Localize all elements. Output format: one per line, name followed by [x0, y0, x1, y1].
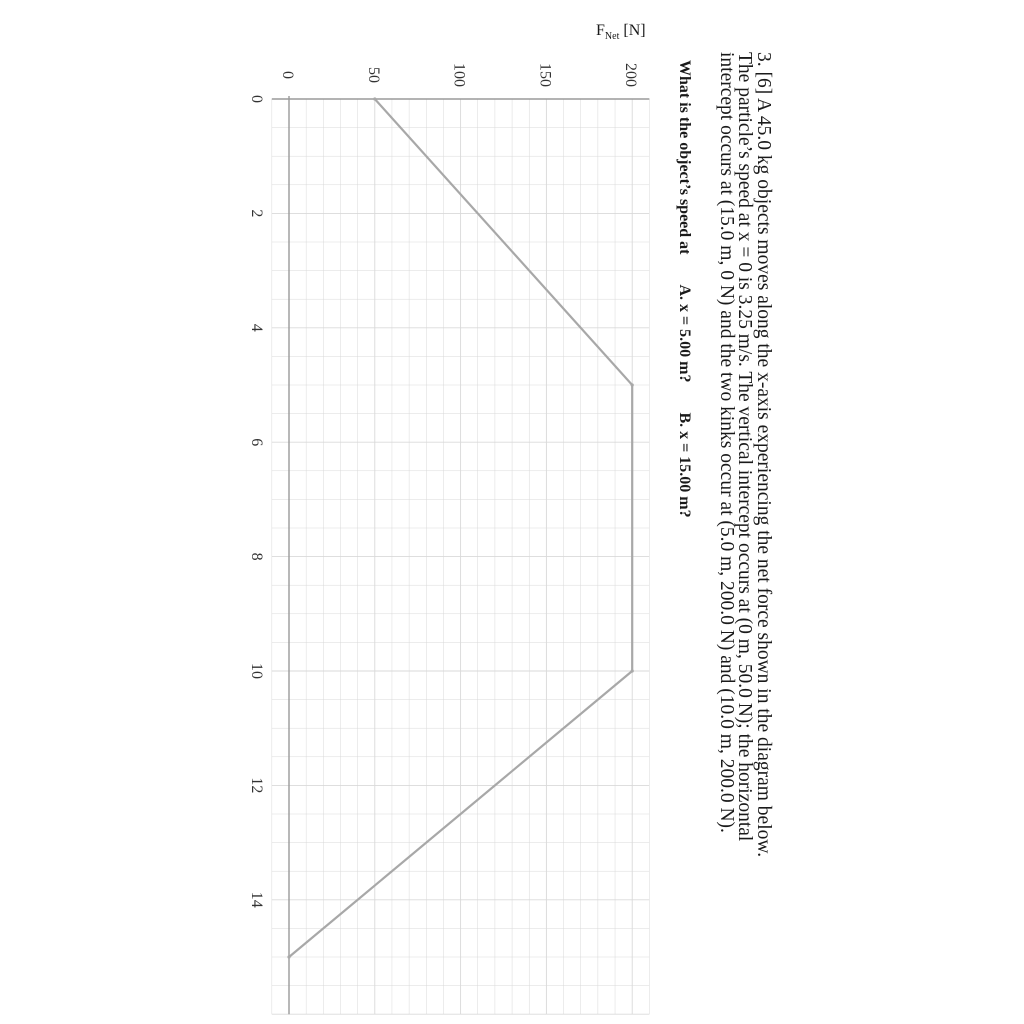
- x-tick-label: 4: [248, 323, 265, 332]
- data-point: [287, 955, 290, 958]
- x-tick-label: 6: [248, 438, 265, 447]
- f-tick-label: 0: [279, 71, 296, 79]
- problem-line-1: 3. [6] A 45.0 kg objects moves along the x-axis experiencing the net force shown in the diagram below.: [753, 52, 774, 858]
- problem-line-3: intercept occurs at (15.0 m, 0 N) and the two kinks occur at (5.0 m, 200.0 N) and (10.0 m, 200.0 N).: [716, 52, 737, 833]
- x-tick-label: 12: [248, 777, 265, 794]
- x-tick-label: 8: [248, 552, 265, 561]
- question-part-a: A. x = 5.00 m?: [676, 284, 693, 383]
- data-point: [631, 669, 634, 672]
- f-tick-label: 150: [536, 63, 554, 87]
- problem-line-2: The particle’s speed at x = 0 is 3.25 m/s. The vertical intercept occurs at (0 m, 50.0 N); the horizontal: [734, 52, 756, 842]
- f-tick-label: 50: [364, 67, 382, 83]
- question-text: What is the object’s speed at: [676, 60, 693, 255]
- y-axis-title: $F_{Net}$ [N]: [596, 22, 646, 43]
- data-point: [631, 383, 634, 386]
- x-tick-label: 10: [248, 663, 265, 679]
- x-tick-label: 2: [248, 209, 265, 218]
- f-tick-label: 200: [622, 63, 640, 87]
- data-point: [373, 97, 376, 100]
- x-tick-label: 0: [248, 95, 265, 103]
- f-tick-label: 100: [450, 63, 468, 87]
- x-tick-label: 14: [248, 891, 265, 908]
- question-part-b: B. x = 15.00 m?: [676, 412, 693, 518]
